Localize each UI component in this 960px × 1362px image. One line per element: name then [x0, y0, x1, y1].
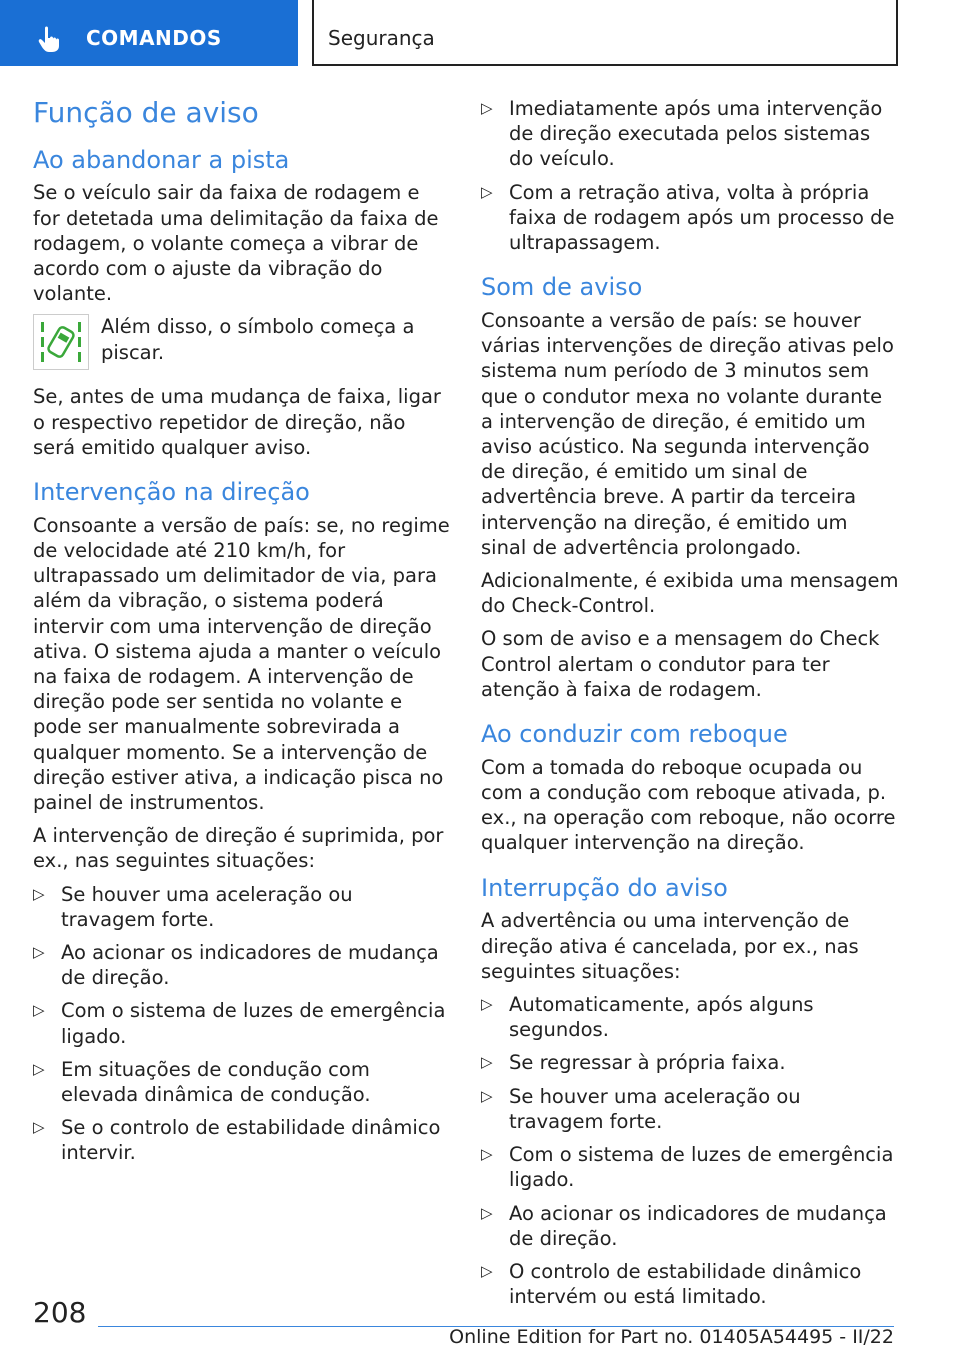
paragraph: A advertência ou uma intervenção de direção ativa é cancelada, por ex., nas seguintes situações:: [481, 909, 859, 983]
list-item: ▷ Com o sistema de luzes de emergência ligado.: [33, 999, 446, 1048]
list-item: ▷ Em situações de condução com elevada dinâmica de condução.: [33, 1057, 371, 1107]
page-number: 208: [33, 1296, 87, 1329]
list-item: ▷ O controlo de estabilidade dinâmico intervém ou está limitado.: [481, 1259, 862, 1309]
triangle-bullet-icon: ▷: [481, 1053, 493, 1072]
triangle-bullet-icon: ▷: [33, 1059, 45, 1078]
list-item: ▷ Ao acionar os indicadores de mudança de direção.: [481, 1201, 887, 1250]
left-column: [33, 96, 451, 1174]
paragraph: Consoante a versão de país: se houver várias intervenções de direção ativas pelo sistema num período de 3 minutos sem que o condutor mexa no volante durante a intervenção de direção, é emitido um aviso acústico. Na segunda intervenção de direção, é emitido um sinal de advertência breve. A partir da terceira intervenção na direção, é emitido um sinal de advertência prolongado.: [481, 309, 894, 559]
list-item: ▷ Ao acionar os indicadores de mudança de direção.: [33, 941, 439, 990]
triangle-bullet-icon: ▷: [481, 1261, 493, 1280]
paragraph: Consoante a versão de país: se, no regime de velocidade até 210 km/h, for ultrapassado um delimitador de via, para além da vibração, o sistema poderá intervir com uma intervenção de direção ativa. O sistema ajuda a manter o veículo na faixa de rodagem. A intervenção de direção pode ser sentida no volante e pode ser manualmente sobrevirada a qualquer momento. Se a intervenção de direção estiver ativa, a indicação pisca no painel de instrumentos.: [33, 513, 450, 815]
list-item: ▷ Se houver uma aceleração ou travagem forte.: [481, 1084, 801, 1133]
suppression-list-continued: [481, 96, 899, 255]
paragraph: Além disso, o símbolo começa a piscar.: [101, 315, 415, 364]
icon-note: [33, 314, 451, 370]
right-column: [481, 96, 899, 1317]
page-heading: Função de aviso: [33, 96, 259, 129]
lane-departure-icon: [33, 314, 89, 370]
header-tab: [0, 0, 298, 66]
list-item: ▷ Imediatamente após uma intervenção de direção executada pelos sistemas do veículo.: [481, 97, 883, 171]
triangle-bullet-icon: ▷: [481, 1086, 493, 1105]
list-item: ▷ Com o sistema de luzes de emergência ligado.: [481, 1143, 894, 1192]
list-item: ▷ Se o controlo de estabilidade dinâmico intervir.: [33, 1116, 441, 1165]
heading-warning-interruption: Interrupção do aviso: [481, 873, 728, 902]
hand-pointer-icon: [36, 24, 66, 54]
list-item: ▷ Automaticamente, após alguns segundos.: [481, 993, 814, 1042]
section-header: [312, 0, 898, 66]
list-item: ▷ Se houver uma aceleração ou travagem forte.: [33, 882, 353, 931]
triangle-bullet-icon: ▷: [481, 995, 493, 1014]
heading-steering-intervention: Intervenção na direção: [33, 478, 310, 507]
triangle-bullet-icon: ▷: [33, 1118, 45, 1137]
paragraph: Se, antes de uma mudança de faixa, ligar o respectivo repetidor de direção, não será emitido qualquer aviso.: [33, 385, 441, 459]
heading-lane-departure: Ao abandonar a pista: [33, 145, 290, 174]
edition-footer: Online Edition for Part no. 01405A54495 - II/22: [449, 1326, 894, 1348]
triangle-bullet-icon: ▷: [33, 943, 45, 962]
chapter-tab-label: COMANDOS: [86, 26, 222, 50]
heading-warning-sound: Som de aviso: [481, 273, 643, 302]
triangle-bullet-icon: ▷: [33, 884, 45, 903]
paragraph: O som de aviso e a mensagem do Check Control alertam o condutor para ter atenção à faixa de rodagem.: [481, 627, 880, 701]
triangle-bullet-icon: ▷: [33, 1001, 45, 1020]
interruption-list: [481, 992, 899, 1309]
triangle-bullet-icon: ▷: [481, 99, 493, 117]
paragraph: Com a tomada do reboque ocupada ou com a condução com reboque ativada, p. ex., na operação com reboque, não ocorre qualquer intervenção na direção.: [481, 755, 896, 855]
list-item: ▷ Com a retração ativa, volta à própria faixa de rodagem após um processo de ultrapassagem.: [481, 180, 895, 255]
paragraph: Adicionalmente, é exibida uma mensagem do Check-Control.: [481, 569, 899, 618]
section-title: Segurança: [328, 26, 435, 50]
suppression-list: [33, 882, 451, 1166]
list-item: ▷ Se regressar à própria faixa.: [481, 1051, 786, 1075]
triangle-bullet-icon: ▷: [481, 1203, 493, 1222]
triangle-bullet-icon: ▷: [481, 182, 493, 201]
paragraph: Se o veículo sair da faixa de rodagem e for detetada uma delimitação da faixa de rodagem, o volante começa a vibrar de acordo com o ajuste da vibração do volante.: [33, 181, 439, 306]
paragraph: A intervenção de direção é suprimida, por ex., nas seguintes situações:: [33, 824, 444, 873]
triangle-bullet-icon: ▷: [481, 1145, 493, 1164]
heading-trailer: Ao conduzir com reboque: [481, 720, 788, 749]
